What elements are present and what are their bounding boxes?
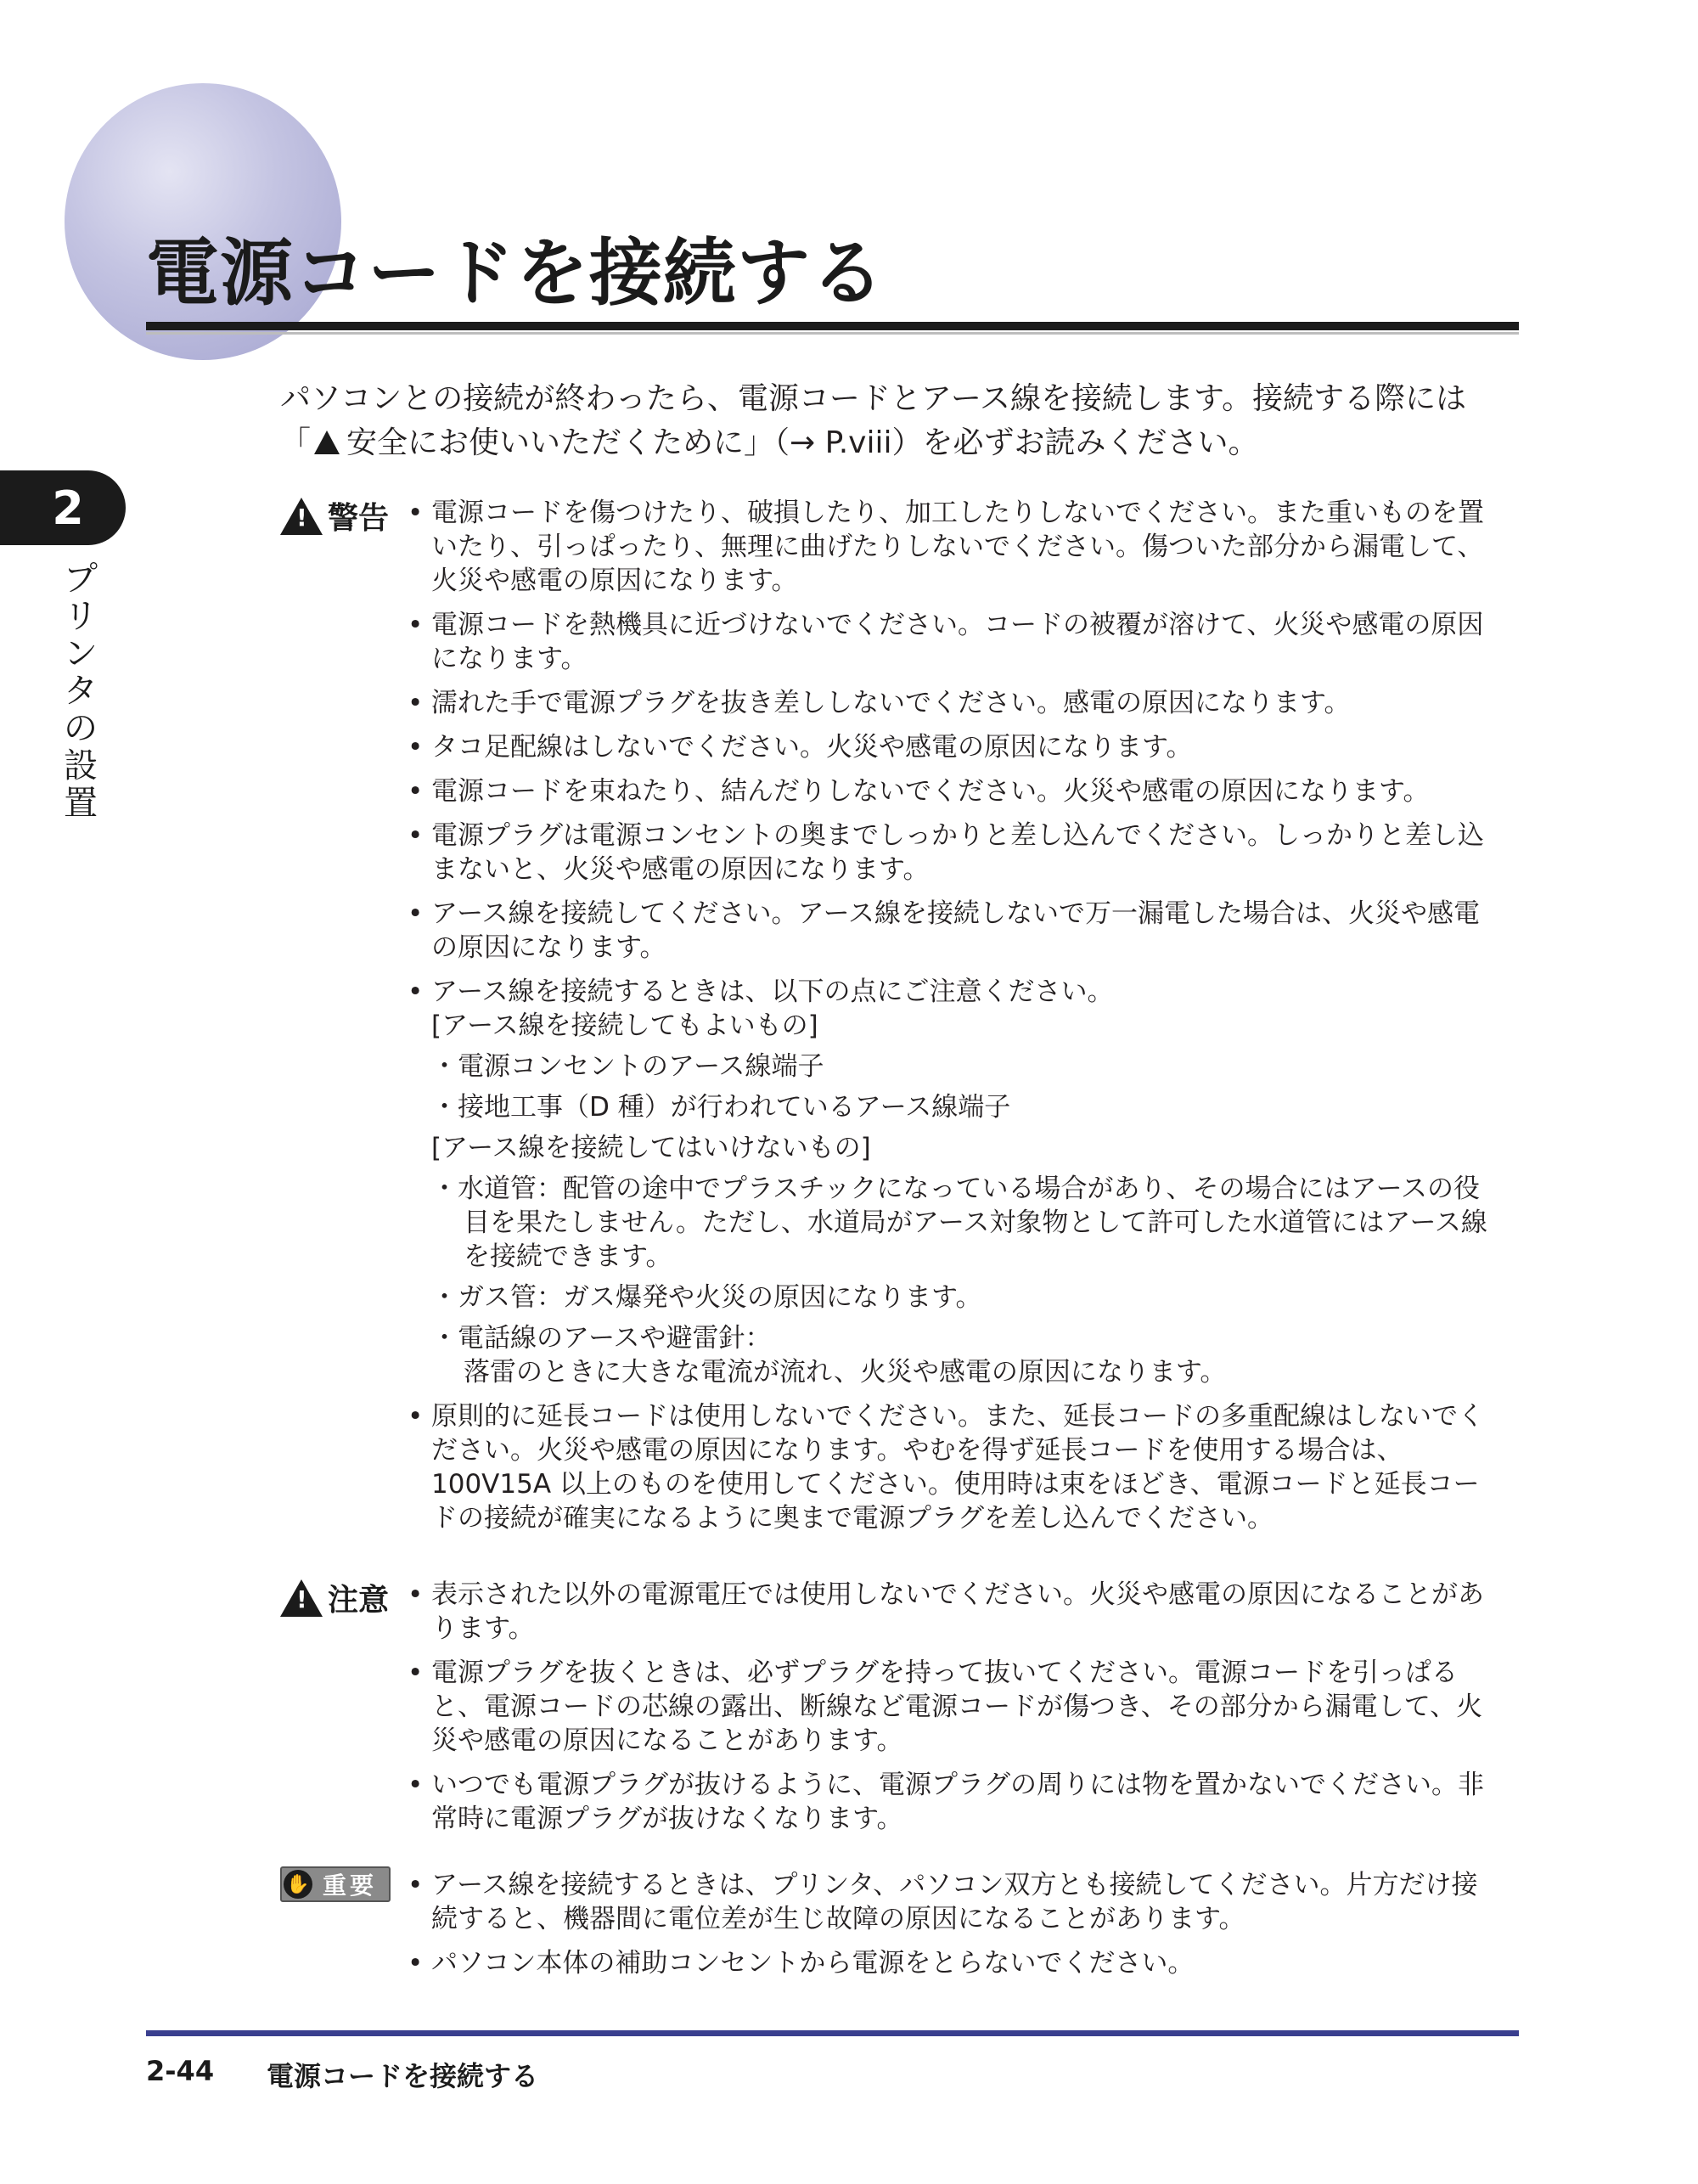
- important-heading-text: 重要: [323, 1872, 378, 1900]
- chapter-label-char: タ: [64, 672, 98, 711]
- chapter-label: [59, 560, 102, 822]
- spacer: [431, 1274, 1521, 1281]
- chapter-label-char: 置: [64, 784, 98, 823]
- page-title: 電源コードを接続する: [146, 231, 885, 316]
- warning-triangle-icon: [314, 431, 340, 454]
- footer-rule: [146, 2030, 1519, 2036]
- list-item: [408, 1868, 1521, 1936]
- footer-title: 電源コードを接続する: [267, 2060, 539, 2092]
- chapter-number: 2: [52, 481, 84, 535]
- earth-ng-item: ・水道管：配管の途中でプラスチックになっている場合があり、その場合にはアースの役: [431, 1174, 1481, 1204]
- text-line: の原因になります。: [431, 932, 666, 963]
- warning-list: [408, 496, 1521, 1545]
- text-line: になります。: [431, 644, 588, 674]
- chapter-label-char: ン: [64, 634, 98, 673]
- list-item: [408, 686, 1521, 720]
- text-line: • 表示された以外の電源電圧では使用しないでください。火災や感電の原因になることがあ: [431, 1579, 1484, 1610]
- earth-ng-heading: [アース線を接続してはいけないもの]: [431, 1133, 871, 1163]
- warning-icon: [280, 498, 323, 535]
- list-item: [408, 1656, 1521, 1758]
- text-line: • アース線を接続してください。アース線を接続しないで万一漏電した場合は、火災や感電: [431, 898, 1481, 929]
- text-line: ドの接続が確実になるように奥まで電源プラグを差し込んでください。: [431, 1503, 1274, 1534]
- text-line: と、電源コードの芯線の露出、断線など電源コードが傷つき、その部分から漏電して、火: [431, 1691, 1483, 1722]
- text-line: • 電源コードを束ねたり、結んだりしないでください。火災や感電の原因になります。: [431, 776, 1430, 807]
- chapter-label-char: 設: [64, 746, 98, 785]
- text-line: • アース線を接続するときは、以下の点にご注意ください。: [431, 977, 1114, 1007]
- hand-stop-icon: ✋: [284, 1870, 312, 1899]
- text-line: 災や感電の原因になることがあります。: [431, 1725, 903, 1756]
- title-rule-shadow: [146, 332, 1519, 335]
- chapter-label-char: の: [64, 709, 98, 748]
- text-line: • いつでも電源プラグが抜けるように、電源プラグの周りには物を置かないでください。非: [431, 1770, 1484, 1800]
- chapter-tab: [0, 470, 126, 545]
- text-line: まないと、火災や感電の原因になります。: [431, 854, 930, 885]
- text-line: • タコ足配線はしないでください。火災や感電の原因になります。: [431, 732, 1193, 763]
- caution-heading-text: 注意: [328, 1583, 390, 1618]
- page-number: 2-44: [146, 2055, 215, 2087]
- list-item: [408, 608, 1521, 676]
- list-item: [408, 1768, 1521, 1836]
- text-line: • パソコン本体の補助コンセントから電源をとらないでください。: [431, 1948, 1195, 1979]
- intro-bracket: 「: [280, 425, 312, 460]
- list-item: [408, 1946, 1521, 1980]
- text-line: 常時に電源プラグが抜けなくなります。: [431, 1804, 903, 1834]
- chapter-label-char: プ: [64, 560, 98, 599]
- text-line: いたり、引っぱったり、無理に曲げたりしないでください。傷ついた部分から漏電して、: [431, 532, 1484, 562]
- list-item: [408, 819, 1521, 887]
- list-item: [408, 1578, 1521, 1646]
- earth-ok-heading: [アース線を接続してもよいもの]: [431, 1010, 818, 1041]
- text-line: • 電源コードを熱機具に近づけないでください。コードの被覆が溶けて、火災や感電の原因: [431, 610, 1484, 640]
- text-line: を接続できます。: [464, 1241, 672, 1272]
- list-item: [408, 1399, 1521, 1535]
- earth-ok-item: ・接地工事（D 種）が行われているアース線端子: [431, 1092, 1011, 1123]
- list-item: [408, 730, 1521, 764]
- spacer: [431, 1314, 1521, 1321]
- warning-heading: [280, 494, 389, 538]
- text-line: 100V15A 以上のものを使用してください。使用時は束をほどき、電源コードと延長コー: [431, 1469, 1480, 1500]
- text-line: ださい。火災や感電の原因になります。やむを得ず延長コードを使用する場合は、: [431, 1435, 1403, 1466]
- list-item: [408, 774, 1521, 808]
- text-line: 続すると、機器間に電位差が生じ故障の原因になることがあります。: [431, 1904, 1245, 1934]
- intro-line-2: [280, 421, 1520, 465]
- spacer: [431, 1043, 1521, 1050]
- caution-list: [408, 1578, 1521, 1846]
- warning-heading-text: 警告: [328, 501, 390, 536]
- spacer: [431, 1124, 1521, 1131]
- caution-icon: [280, 1579, 323, 1617]
- earth-ok-item: ・電源コンセントのアース線端子: [431, 1051, 824, 1082]
- important-heading: [280, 1866, 391, 1902]
- text-line: 火災や感電の原因になります。: [431, 566, 798, 596]
- text-line: • 原則的に延長コードは使用しないでください。また、延長コードの多重配線はしないでく: [431, 1401, 1484, 1432]
- intro-link-text: 安全にお使いいただくために」（→ P.viii）を必ずお読みください。: [346, 425, 1259, 460]
- text-line: ります。: [431, 1613, 535, 1644]
- spacer: [431, 1084, 1521, 1090]
- list-item: [408, 897, 1521, 965]
- text-line: • 電源プラグを抜くときは、必ずプラグを持って抜いてください。電源コードを引っぱる: [431, 1658, 1458, 1688]
- text-line: 落雷のときに大きな電流が流れ、火災や感電の原因になります。: [464, 1357, 1227, 1388]
- text-line: • 濡れた手で電源プラグを抜き差ししないでください。感電の原因になります。: [431, 688, 1351, 718]
- list-item: [408, 496, 1521, 598]
- important-badge: [280, 1866, 391, 1902]
- text-line: • 電源プラグは電源コンセントの奥までしっかりと差し込んでください。しっかりと差し込: [431, 820, 1484, 851]
- intro-paragraph: [280, 377, 1520, 465]
- text-line: • アース線を接続するときは、プリンタ、パソコン双方とも接続してください。片方だけ接: [431, 1870, 1478, 1900]
- intro-line-1: パソコンとの接続が終わったら、電源コードとアース線を接続します。接続する際には: [280, 381, 1467, 416]
- chapter-label-char: リ: [64, 597, 98, 636]
- earth-ng-item: ・ガス管：ガス爆発や火災の原因になります。: [431, 1282, 982, 1313]
- title-rule: [146, 322, 1519, 330]
- text-line: • 電源コードを傷つけたり、破損したり、加工したりしないでください。また重いものを置: [431, 498, 1484, 528]
- spacer: [431, 1165, 1521, 1172]
- list-item-earth: [408, 975, 1521, 1389]
- caution-heading: [280, 1576, 389, 1619]
- earth-ng-item: ・電話線のアースや避雷針：: [431, 1323, 772, 1354]
- important-list: [408, 1868, 1521, 1990]
- text-line: 目を果たしません。ただし、水道局がアース対象物として許可した水道管にはアース線: [464, 1207, 1487, 1238]
